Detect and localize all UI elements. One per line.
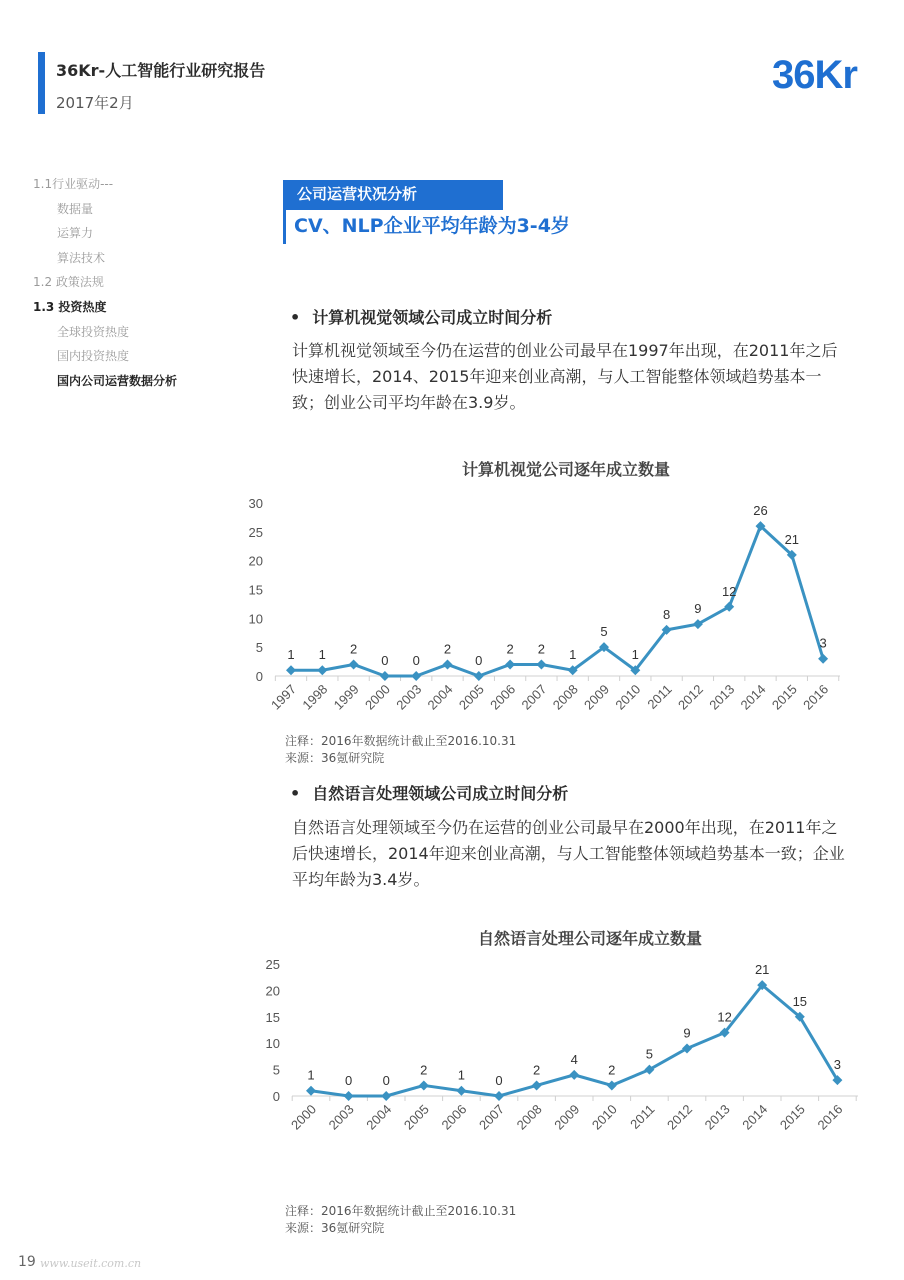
series-line <box>291 526 823 676</box>
nlp-source: 来源：36氪研究院 <box>285 1221 385 1235</box>
y-tick-label: 30 <box>248 496 263 511</box>
logo-text: 36Kr <box>772 53 857 97</box>
nlp-section-heading <box>290 781 568 804</box>
x-tick-label: 2015 <box>768 681 800 713</box>
cv-source: 来源：36氪研究院 <box>285 751 385 765</box>
data-label: 2 <box>443 641 452 657</box>
data-label: 21 <box>754 962 770 978</box>
data-point-marker <box>494 1091 504 1101</box>
data-label: 5 <box>645 1046 654 1062</box>
x-tick-label: 2013 <box>706 681 738 713</box>
data-point-marker <box>344 1091 354 1101</box>
data-label: 2 <box>608 1062 616 1078</box>
y-tick-label: 0 <box>255 669 263 684</box>
x-tick-label: 2009 <box>551 1101 583 1133</box>
sidebar-item[interactable]: 数据量 <box>57 201 94 216</box>
x-tick-label: 2013 <box>701 1101 733 1133</box>
data-label: 2 <box>506 641 514 657</box>
x-tick-label: 2015 <box>776 1101 808 1133</box>
data-point-marker <box>532 1080 542 1090</box>
cv-line-chart <box>230 490 870 730</box>
y-tick-label: 5 <box>272 1062 280 1078</box>
x-tick-label: 1998 <box>299 681 331 713</box>
data-point-marker <box>419 1080 429 1090</box>
data-label: 9 <box>694 601 702 617</box>
data-label: 2 <box>532 1062 541 1078</box>
x-tick-label: 1999 <box>330 681 362 713</box>
watermark: www.useit.com.cn <box>40 1257 142 1270</box>
data-point-marker <box>505 659 515 669</box>
data-label: 4 <box>570 1051 578 1067</box>
data-label: 2 <box>537 641 546 657</box>
y-tick-label: 20 <box>248 553 263 569</box>
data-point-marker <box>349 659 359 669</box>
sidebar-item[interactable]: 算法技术 <box>57 250 106 265</box>
sidebar-item[interactable]: 全球投资热度 <box>57 324 130 339</box>
x-tick-label: 2006 <box>487 681 519 713</box>
page-headline: CV、NLP企业平均年龄为3-4岁 <box>294 215 570 237</box>
data-label: 9 <box>683 1025 691 1041</box>
sidebar-item[interactable]: 1.1行业驱动--- <box>33 177 114 191</box>
x-tick-label: 2008 <box>549 681 581 713</box>
y-tick-label: 25 <box>265 957 280 972</box>
data-point-marker <box>474 671 484 681</box>
36kr-logo <box>770 44 870 104</box>
x-tick-label: 2004 <box>424 681 456 713</box>
header-accent-bar <box>38 52 45 114</box>
data-point-marker <box>569 1070 579 1080</box>
sidebar-item[interactable]: 1.3 投资热度 <box>33 299 107 314</box>
data-label: 2 <box>420 1062 428 1078</box>
data-label: 0 <box>495 1073 503 1088</box>
cv-chart-title: 计算机视觉公司逐年成立数量 <box>462 460 671 479</box>
data-point-marker <box>818 654 828 664</box>
x-tick-label: 2014 <box>739 1101 771 1133</box>
nlp-chart-title: 自然语言处理公司逐年成立数量 <box>478 929 703 948</box>
data-point-marker <box>286 665 296 675</box>
x-tick-label: 2006 <box>438 1101 470 1133</box>
x-tick-label: 2003 <box>325 1101 357 1133</box>
data-label: 2 <box>349 641 358 657</box>
data-label: 1 <box>569 647 577 663</box>
x-tick-label: 2016 <box>814 1101 846 1133</box>
y-tick-label: 0 <box>272 1089 280 1104</box>
data-label: 8 <box>662 606 671 622</box>
y-tick-label: 25 <box>248 524 263 540</box>
x-tick-label: 2005 <box>455 681 487 713</box>
data-label: 3 <box>819 635 827 651</box>
sidebar-item[interactable]: 国内投资热度 <box>57 349 130 364</box>
data-point-marker <box>411 671 421 681</box>
x-tick-label: 2007 <box>518 681 550 713</box>
data-point-marker <box>456 1086 466 1096</box>
data-label: 12 <box>717 1009 732 1025</box>
data-label: 26 <box>753 503 768 519</box>
data-label: 1 <box>457 1067 466 1083</box>
y-tick-label: 15 <box>265 1009 280 1025</box>
y-tick-label: 5 <box>255 640 263 656</box>
nlp-paragraph: 自然语言处理领域至今仍在运营的创业公司最早在2000年出现，在2011年之后快速增长，2014年迎来创业高潮，与人工智能整体领域趋势基本一致；企业平均年龄为3.4岁。 <box>292 818 845 889</box>
x-tick-label: 2000 <box>288 1101 320 1133</box>
sidebar-item[interactable]: 国内公司运营数据分析 <box>57 373 178 388</box>
nlp-note: 注释：2016年数据统计截止至2016.10.31 <box>285 1204 517 1218</box>
y-tick-label: 15 <box>248 582 263 598</box>
headline-left-bar <box>283 208 286 244</box>
y-tick-label: 10 <box>265 1036 280 1052</box>
x-tick-label: 2011 <box>627 1101 658 1132</box>
x-tick-label: 2007 <box>476 1101 508 1133</box>
data-point-marker <box>380 671 390 681</box>
nlp-line-chart <box>230 950 870 1150</box>
sidebar-nav <box>33 172 273 393</box>
cv-section-heading <box>290 305 552 328</box>
x-tick-label: 2014 <box>737 681 769 713</box>
cv-heading-text: 计算机视觉领域公司成立时间分析 <box>312 308 553 327</box>
y-tick-label: 10 <box>248 611 263 627</box>
data-label: 1 <box>287 647 295 663</box>
x-tick-label: 2003 <box>393 681 425 713</box>
headline-top-line <box>286 208 503 210</box>
data-point-marker <box>381 1091 391 1101</box>
x-tick-label: 2010 <box>612 681 644 713</box>
report-title: 36Kr-人工智能行业研究报告 <box>56 61 266 80</box>
data-point-marker <box>317 665 327 675</box>
x-tick-label: 2000 <box>361 681 394 713</box>
section-tag: 公司运营状况分析 <box>283 180 503 208</box>
bullet-dot: • <box>290 308 301 327</box>
data-label: 15 <box>792 993 808 1009</box>
x-tick-label: 2010 <box>588 1101 620 1133</box>
data-point-marker <box>443 659 453 669</box>
cv-note: 注释：2016年数据统计截止至2016.10.31 <box>285 734 517 748</box>
data-label: 0 <box>344 1073 353 1088</box>
data-point-marker <box>536 659 546 669</box>
report-date: 2017年2月 <box>56 94 134 112</box>
cv-paragraph: 计算机视觉领域至今仍在运营的创业公司最早在1997年出现，在2011年之后快速增长，2014、2015年迎来创业高潮，与人工智能整体领域趋势基本一致；创业公司平均年龄在3.9岁。 <box>292 341 838 412</box>
x-tick-label: 2008 <box>513 1101 545 1133</box>
data-label: 1 <box>631 647 639 663</box>
x-tick-label: 2012 <box>664 1101 696 1133</box>
nlp-heading-text: 自然语言处理领域公司成立时间分析 <box>312 784 569 803</box>
data-label: 21 <box>784 531 800 547</box>
sidebar-item[interactable]: 1.2 政策法规 <box>33 275 104 290</box>
x-tick-label: 2012 <box>674 681 707 713</box>
data-label: 1 <box>318 647 326 663</box>
data-label: 0 <box>412 653 420 668</box>
x-tick-label: 2016 <box>800 681 832 713</box>
data-label: 3 <box>833 1057 842 1073</box>
data-label: 0 <box>475 653 483 668</box>
x-tick-label: 2005 <box>400 1101 432 1133</box>
x-tick-label: 2011 <box>644 681 675 712</box>
data-label: 1 <box>307 1067 315 1083</box>
data-label: 5 <box>600 624 608 640</box>
sidebar-item[interactable]: 运算力 <box>57 226 94 241</box>
page-number: 19 <box>18 1254 36 1270</box>
data-label: 0 <box>381 653 389 668</box>
x-tick-label: 1997 <box>268 681 300 713</box>
data-point-marker <box>306 1086 316 1096</box>
bullet-dot: • <box>290 784 301 803</box>
x-tick-label: 2004 <box>363 1101 395 1133</box>
data-label: 12 <box>721 583 737 599</box>
y-tick-label: 20 <box>265 983 280 999</box>
data-point-marker <box>607 1080 617 1090</box>
data-label: 0 <box>382 1073 390 1088</box>
x-tick-label: 2009 <box>581 681 613 713</box>
